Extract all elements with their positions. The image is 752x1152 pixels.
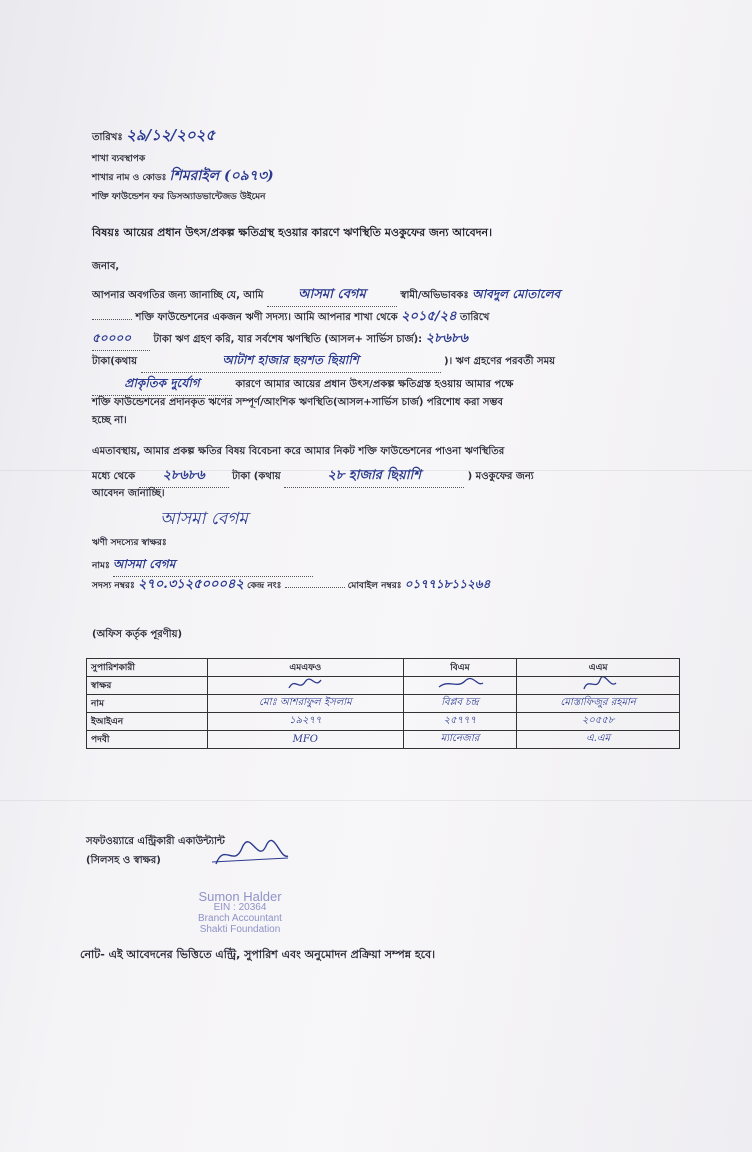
member-name-label: নামঃ (92, 561, 110, 571)
accountant-label: সফটওয়্যারে এন্ট্রিকারী একাউন্ট্যান্ট (86, 836, 225, 847)
member-name-line (92, 556, 313, 577)
branch-manager-line: শাখা ব্যবস্থাপক (92, 154, 146, 164)
table-cell: মোস্তাফিজুর রহমান (517, 695, 680, 713)
member-no-line (92, 575, 490, 596)
subject-line: বিষয়ঃ আয়ের প্রধান উৎস/প্রকল্প ক্ষতিগ্রস্থ হওয়ার কারণে ঋণস্থিতি মওকুফের জন্য আবেদন। (92, 226, 493, 239)
member-name-value: আসমা বেগম (267, 285, 397, 307)
signature-scribble (285, 677, 325, 691)
member-name-written: আসমা বেগম (113, 556, 313, 577)
table-header-cell: সুপারিশকারী (87, 659, 208, 677)
table-cell: MFO (208, 731, 404, 749)
waiver-amount-value: ২৮৬৮৬ (139, 466, 229, 488)
body-text: টাকা (কথায় (232, 471, 281, 482)
accountant-signature (210, 838, 290, 870)
signature-scribble (435, 677, 485, 691)
signature-cell (208, 677, 404, 695)
body-text: তারিখে (460, 312, 490, 323)
body-text: ) মওকুফের জন্য (467, 471, 534, 482)
guardian-name-value: আবদুল মোতালেব (472, 287, 561, 301)
loan-amount-value: ৫০০০০ (92, 330, 150, 351)
date-value: ২৯/১২/২০২৫ (126, 126, 216, 144)
borrower-sign-label: ঋণী সদস্যের স্বাক্ষরঃ (92, 538, 167, 548)
body-line-4 (92, 352, 555, 373)
stamp-ein: EIN : 20364 (213, 902, 267, 913)
accountant-stamp (180, 891, 300, 935)
signature-cell (403, 677, 517, 695)
body-text: )। ঋণ গ্রহণের পরবর্তী সময় (444, 356, 556, 367)
row-label: স্বাক্ষর (87, 677, 208, 695)
table-header-cell: বিএম (403, 659, 517, 677)
table-row (87, 695, 680, 713)
table-cell: ম্যানেজার (403, 731, 517, 749)
signature-cell (517, 677, 680, 695)
table-row (87, 713, 680, 731)
body-text: টাকা(কথায় (92, 356, 138, 367)
body-text: আপনার অবগতির জন্য জানাচ্ছি যে, আমি (92, 290, 264, 301)
loss-reason-value: প্রাকৃতিক দুর্যোগ (92, 375, 232, 396)
body-text: টাকা ঋণ গ্রহণ করি, যার সর্বশেষ ঋণস্থিতি (আসল+ সার্ভিস চার্জ): (153, 334, 423, 345)
branch-name-label: শাখার নাম ও কোডঃ (92, 173, 167, 183)
body-line-8: এমতাবস্থায়, আমার প্রকল্প ক্ষতির বিষয় বিবেচনা করে আমার নিকট শক্তি ফাউন্ডেশনের পাওনা ঋণস্থিতির (92, 446, 505, 457)
waiver-words-value: ২৮ হাজার ছিয়াশি (284, 466, 464, 488)
mobile-label: মোবাইল নম্বরঃ (347, 581, 402, 591)
body-line-3 (92, 329, 468, 351)
office-approval-table (86, 658, 680, 749)
stamp-name: Sumon Halder (198, 889, 282, 904)
table-header-cell: এএম (517, 659, 680, 677)
body-line-10: আবেদন জানাচ্ছি। (92, 488, 165, 499)
note-line: নোট- এই আবেদনের ভিত্তিতে এন্ট্রি, সুপারিশ এবং অনুমোদন প্রক্রিয়া সম্পন্ন হবে। (80, 948, 436, 961)
table-header-cell: এমএফও (208, 659, 404, 677)
salutation: জনাব, (92, 261, 120, 272)
date-line (92, 124, 215, 149)
body-line-6: শক্তি ফাউন্ডেশনের প্রদানকৃত ঋণের সম্পূর্ণ/আংশিক ঋণস্থিতি(আসল+সার্ভিস চার্জ) পরিশোধ করা সম্ভব (92, 397, 503, 408)
loan-date-value: ২০১৫/২৪ (401, 309, 457, 324)
signature-scribble (578, 677, 618, 691)
table-cell: ২০৫৫৮ (517, 713, 680, 731)
branch-name-line (92, 164, 274, 188)
organization-line: শক্তি ফাউন্ডেশন ফর ডিসঅ্যাডভান্টেজড উইমেন (92, 192, 266, 202)
table-cell: বিপ্লব চন্দ্র (403, 695, 517, 713)
table-cell: মোঃ আশরাফুল ইসলাম (208, 695, 404, 713)
row-label: নাম (87, 695, 208, 713)
balance-words-value: আটাশ হাজার ছয়শত ছিয়াশি (141, 352, 441, 373)
body-line-2 (92, 307, 489, 328)
body-line-7: হচ্ছে না। (92, 415, 127, 426)
loan-balance-value: ২৮৬৮৬ (425, 331, 468, 346)
row-label: পদবী (87, 731, 208, 749)
row-label: ইআইএন (87, 713, 208, 731)
center-no-label: কেন্দ্র নংঃ (246, 581, 282, 591)
body-text: মধ্যে থেকে (92, 471, 136, 482)
stamp-role: Branch Accountant (198, 913, 282, 924)
table-row (87, 731, 680, 749)
body-text: কারণে আমার আয়ের প্রধান উৎস/প্রকল্প ক্ষতিগ্রস্ত হওয়ায় আমার পক্ষে (235, 379, 514, 390)
mobile-value: ০১৭৭১৮১১২৬৪ (404, 577, 491, 591)
paper-fold (0, 800, 752, 801)
body-line-5 (92, 375, 513, 396)
stamp-org: Shakti Foundation (199, 924, 281, 935)
body-text: শক্তি ফাউন্ডেশনের একজন ঋণী সদস্য। আমি আপনার শাখা থেকে (135, 312, 398, 323)
member-no-label: সদস্য নম্বরঃ (92, 581, 135, 591)
body-line-1 (92, 285, 560, 307)
seal-sign-label: (সিলসহ ও স্বাক্ষর) (86, 855, 161, 866)
body-line-9 (92, 466, 534, 488)
borrower-signature: আসমা বেগম (160, 509, 248, 529)
table-cell: ১৯২৭৭ (208, 713, 404, 731)
office-section-title: (অফিস কর্তৃক পূরণীয়) (92, 629, 183, 640)
table-cell: এ.এম (517, 731, 680, 749)
branch-name-value: শিমরাইল (০৯৭৩) (169, 168, 274, 184)
member-no-value: ২৭০.৩১২৫০০০৪২ (137, 577, 244, 592)
date-label: তারিখঃ (92, 132, 123, 143)
table-header-row (87, 659, 680, 677)
table-cell: ২৫৭৭৭ (403, 713, 517, 731)
table-row (87, 677, 680, 695)
body-text: স্বামী/অভিভাবকঃ (400, 290, 469, 301)
